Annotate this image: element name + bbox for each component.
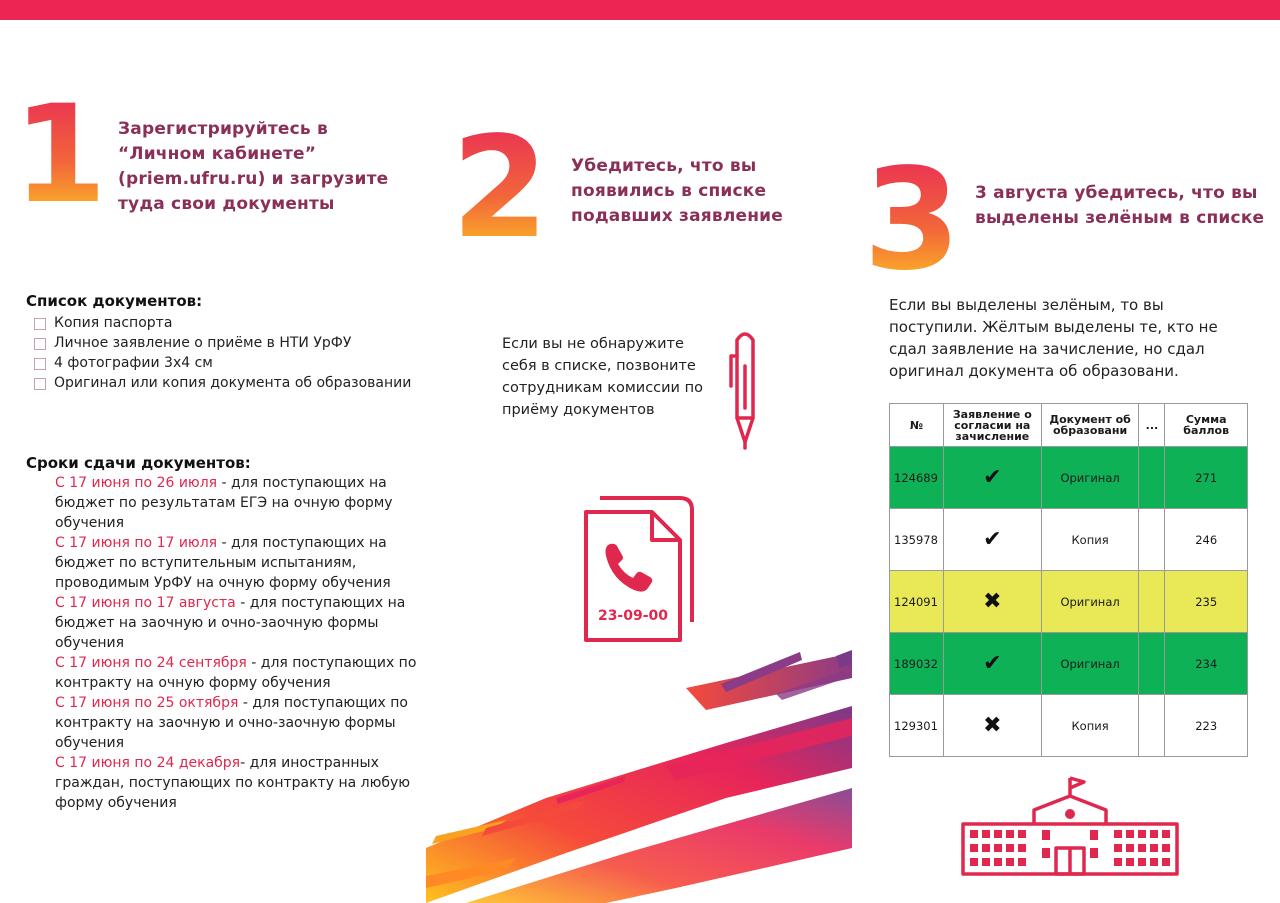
checkmark-icon: ✔ <box>983 464 1002 490</box>
admission-results-table <box>889 403 1248 757</box>
document-cell: Копия <box>1041 509 1139 571</box>
deadlines-title: Сроки сдачи документов: <box>26 454 251 472</box>
deadlines-list <box>55 473 425 813</box>
phone-number: 23-09-00 <box>597 608 669 624</box>
document-item: Копия паспорта <box>34 313 414 333</box>
consent-cell <box>943 571 1041 633</box>
more-cell <box>1139 509 1165 571</box>
checkbox-icon <box>34 358 46 370</box>
svg-text:2: 2 <box>451 107 549 270</box>
table-row <box>890 571 1248 633</box>
documents-title: Список документов: <box>26 292 203 310</box>
more-cell <box>1139 447 1165 509</box>
step-2-number <box>451 107 552 270</box>
row-id: 124689 <box>890 447 944 509</box>
consent-cell <box>943 633 1041 695</box>
step-2-text: Убедитесь, что вы появились в списке подавших заявление <box>571 156 784 226</box>
consent-cell <box>943 447 1041 509</box>
svg-text:3: 3 <box>863 139 961 302</box>
deadline-item: С 17 июня по 26 июля - для поступающих на бюджет по результатам ЕГЭ на очную форму обучения <box>55 475 393 531</box>
checkbox-icon <box>34 318 46 330</box>
table-row <box>890 509 1248 571</box>
row-id: 124091 <box>890 571 944 633</box>
more-cell <box>1139 633 1165 695</box>
deadline-item: С 17 июня по 24 декабря- для иностранных граждан, поступающих по контракту на любую форму обучения <box>55 755 411 811</box>
document-item: Личное заявление о приёме в НТИ УрФУ <box>34 333 414 353</box>
table-row <box>890 633 1248 695</box>
cross-icon: ✖ <box>983 588 1002 614</box>
pen-icon <box>725 326 765 450</box>
score-cell: 223 <box>1165 695 1248 757</box>
step-3-number <box>862 139 962 302</box>
top-accent-bar <box>0 0 1280 20</box>
result-explanation: Если вы выделены зелёным, то вы поступили. Жёлтым выделены те, кто не сдал заявление на зачисление, но сдал оригинал документа об образовани. <box>889 296 1218 380</box>
document-cell: Оригинал <box>1041 571 1139 633</box>
university-building-icon <box>960 774 1180 878</box>
table-row <box>890 695 1248 757</box>
step-1-number <box>13 76 107 233</box>
document-item: 4 фотографии 3х4 см <box>34 353 414 373</box>
table-row <box>890 447 1248 509</box>
checkbox-icon <box>34 378 46 390</box>
column-header-score: Сумма баллов <box>1165 404 1248 447</box>
score-cell: 246 <box>1165 509 1248 571</box>
row-id: 129301 <box>890 695 944 757</box>
more-cell <box>1139 695 1165 757</box>
cross-icon: ✖ <box>983 712 1002 738</box>
score-cell: 271 <box>1165 447 1248 509</box>
row-id: 189032 <box>890 633 944 695</box>
more-cell <box>1139 571 1165 633</box>
step-3-text: 3 августа убедитесь, что вы выделены зелёным в списке <box>975 183 1265 228</box>
step-1-text: Зарегистрируйтесь в “Личном кабинете” (priem.ufru.ru) и загрузите туда свои документы <box>118 119 389 214</box>
column-header-consent: Заявление о согласии на зачисление <box>943 404 1041 447</box>
phone-document-icon <box>580 494 698 646</box>
decorative-streaks <box>426 648 852 903</box>
checkmark-icon: ✔ <box>983 650 1002 676</box>
documents-list <box>34 313 414 393</box>
deadline-item: С 17 июня по 25 октября - для поступающих по контракту на заочную и очно-заочную формы обучения <box>55 695 408 751</box>
consent-cell <box>943 695 1041 757</box>
not-found-instructions: Если вы не обнаружите себя в списке, позвоните сотрудникам комиссии по приёму документов <box>502 336 703 418</box>
score-cell: 234 <box>1165 633 1248 695</box>
checkmark-icon: ✔ <box>983 526 1002 552</box>
document-cell: Копия <box>1041 695 1139 757</box>
checkbox-icon <box>34 338 46 350</box>
deadline-item: С 17 июня по 24 сентября - для поступающих по контракту на очную форму обучения <box>55 655 417 691</box>
document-cell: Оригинал <box>1041 447 1139 509</box>
document-cell: Оригинал <box>1041 633 1139 695</box>
row-id: 135978 <box>890 509 944 571</box>
consent-cell <box>943 509 1041 571</box>
score-cell: 235 <box>1165 571 1248 633</box>
table-header-row <box>890 404 1248 447</box>
column-header-number: № <box>890 404 944 447</box>
deadline-item: С 17 июня по 17 июля - для поступающих на бюджет по вступительным испытаниям, проводимым УрФУ на очную форму обучения <box>55 535 391 591</box>
deadline-item: С 17 июня по 17 августа - для поступающих на бюджет на заочную и очно-заочную формы обучения <box>55 595 406 651</box>
svg-text:1: 1 <box>13 76 107 233</box>
column-header-more: ... <box>1139 404 1165 447</box>
column-header-document: Документ об образовани <box>1041 404 1139 447</box>
document-item: Оригинал или копия документа об образовании <box>34 373 414 393</box>
